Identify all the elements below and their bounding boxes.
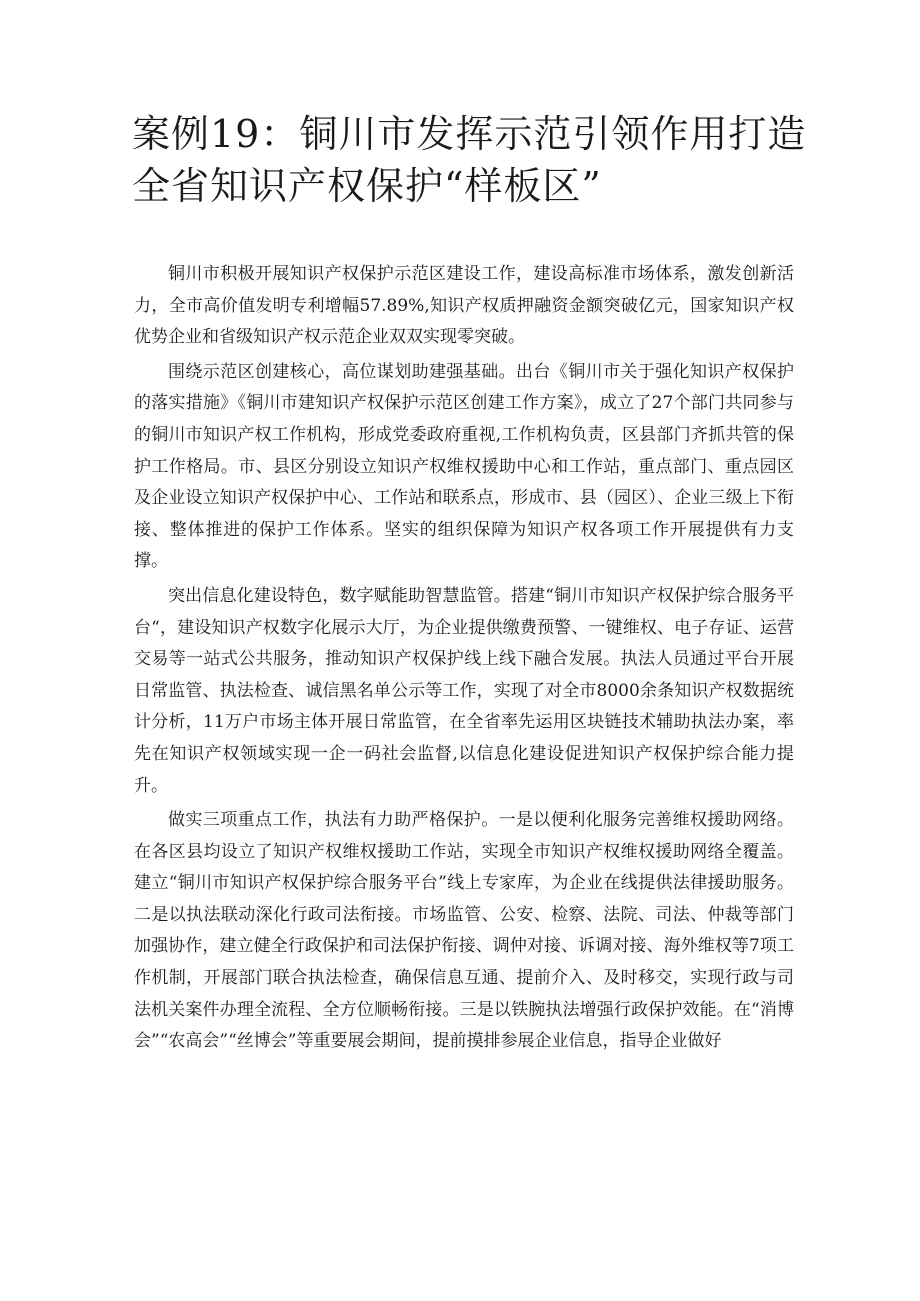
title-line-2: 全省知识产权保护“样板区”: [132, 164, 602, 208]
title-line-1: 案例19：铜川市发挥示范引领作用打造: [132, 112, 807, 156]
document-title: [132, 108, 812, 212]
paragraph-intro: 铜川市积极开展知识产权保护示范区建设工作，建设高标准市场体系，激发创新活力，全市高价值发明专利增幅57.89%,知识产权质押融资金额突破亿元，国家知识产权优势企业和省级知识产权示范企业双双实现零突破。: [134, 264, 794, 348]
paragraph-organization: 围绕示范区创建核心，高位谋划助建强基础。出台《铜川市关于强化知识产权保护的落实措施》《铜川市建知识产权保护示范区创建工作方案》，成立了27个部门共同参与的铜川市知识产权工作机构，形成党委政府重视,工作机构负责，区县部门齐抓共管的保护工作格局。市、县区分别设立知识产权维权援助中心和工作站，重点部门、重点园区及企业设立知识产权保护中心、工作站和联系点，形成市、县（园区）、企业三级上下衔接、整体推进的保护工作体系。坚实的组织保障为知识产权各项工作开展提供有力支撑。: [134, 361, 794, 572]
paragraph-informatization: 突出信息化建设特色，数字赋能助智慧监管。搭建“铜川市知识产权保护综合服务平台“，建设知识产权数字化展示大厅，为企业提供缴费预警、一键维权、电子存证、运营交易等一站式公共服务，推动知识产权保护线上线下融合发展。执法人员通过平台开展日常监管、执法检查、诚信黑名单公示等工作，实现了对全市8000余条知识产权数据统计分析，11万户市场主体开展日常监管，在全省率先运用区块链技术辅助执法办案，率先在知识产权领域实现一企一码社会监督,以信息化建设促进知识产权保护综合能力提升。: [134, 585, 794, 796]
document-body: [134, 259, 794, 1061]
paragraph-key-work: 做实三项重点工作，执法有力助严格保护。一是以便利化服务完善维权援助网络。在各区县均设立了知识产权维权援助工作站，实现全市知识产权维权援助网络全覆盖。建立“铜川市知识产权保护综合服务平台”线上专家库，为企业在线提供法律援助服务。二是以执法联动深化行政司法衔接。市场监管、公安、检察、法院、司法、仲裁等部门加强协作，建立健全行政保护和司法保护衔接、调仲对接、诉调对接、海外维权等7项工作机制，开展部门联合执法检查，确保信息互通、提前介入、及时移交，实现行政与司法机关案件办理全流程、全方位顺畅衔接。三是以铁腕执法增强行政保护效能。在“消博会”“农高会”“丝博会”等重要展会期间，提前摸排参展企业信息，指导企业做好: [134, 810, 794, 1052]
